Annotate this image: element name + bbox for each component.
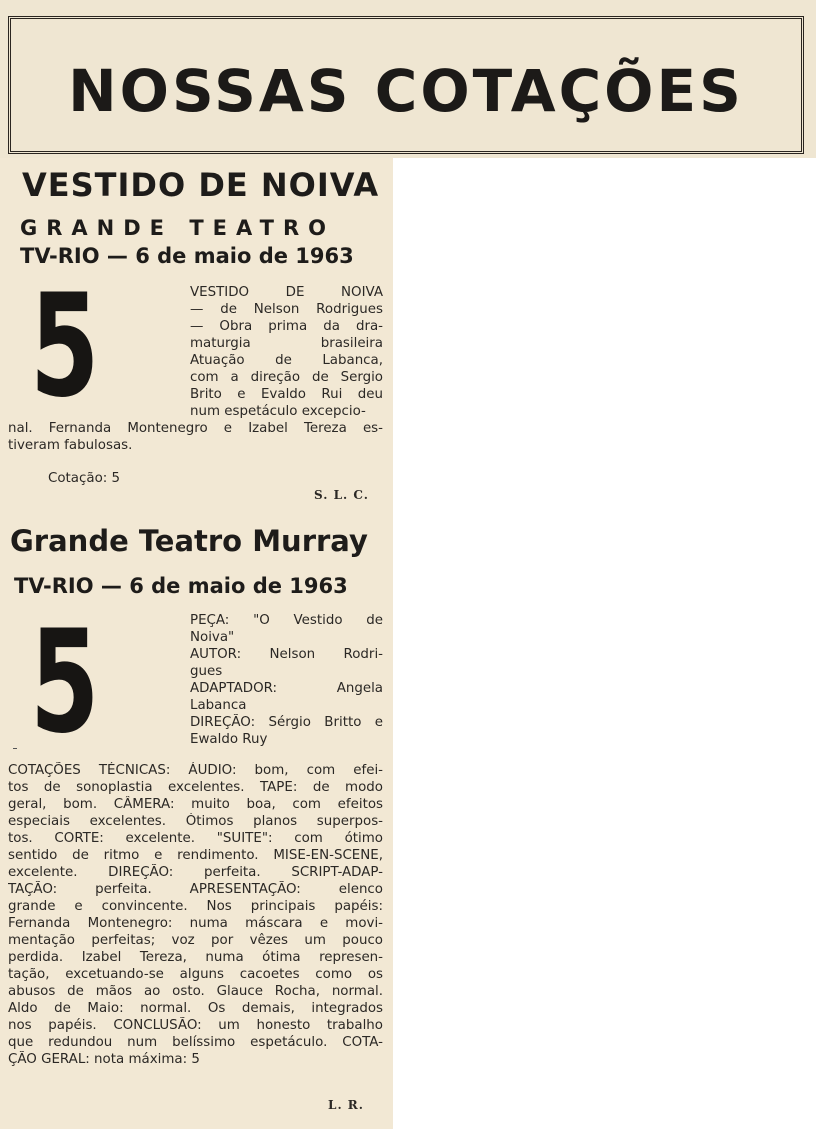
text-line: PEÇA: "O Vestido de xyxy=(190,613,383,628)
review2-title: Grande Teatro Murray xyxy=(10,524,368,558)
text-line: VESTIDO DE NOIVA xyxy=(190,285,383,300)
text-line: maturgia brasileira xyxy=(190,336,383,351)
review2-full-text xyxy=(8,762,383,1068)
text-line: Brito e Evaldo Rui deu xyxy=(190,387,383,402)
review2-date-line: TV-RIO — 6 de maio de 1963 xyxy=(14,574,348,598)
text-line: num espetáculo excepcio- xyxy=(190,404,366,419)
text-line: Atuação de Labanca, xyxy=(190,353,383,368)
text-line: mentação perfeitas; voz por vêzes um pouco xyxy=(8,933,383,948)
review1-rating: Cotação: 5 xyxy=(48,471,121,486)
text-line: com a direção de Sergio xyxy=(190,370,383,385)
article-column xyxy=(0,158,393,1129)
review1-side-text xyxy=(190,284,383,420)
text-line: ADAPTADOR: Angela xyxy=(190,681,383,696)
text-line: Aldo de Maio: normal. Os demais, integrados xyxy=(8,1001,383,1016)
text-line: Fernanda Montenegro: numa máscara e movi- xyxy=(8,916,383,931)
text-line: — de Nelson Rodrigues xyxy=(190,302,383,317)
text-line: grande e convincente. Nos principais papéis: xyxy=(8,899,383,914)
text-line: especiais excelentes. Ótimos planos superpos- xyxy=(8,814,383,829)
text-line: nos papéis. CONCLUSÃO: um honesto trabalho xyxy=(8,1018,383,1033)
text-line: Labanca xyxy=(190,698,247,713)
text-line: COTAÇÕES TÉCNICAS: ÁUDIO: bom, com efei- xyxy=(8,763,383,778)
header-frame xyxy=(8,16,804,154)
review1-signature: S. L. C. xyxy=(314,488,369,502)
text-line: perdida. Izabel Tereza, numa ótima represen- xyxy=(8,950,383,965)
margin-mark xyxy=(13,748,17,749)
text-line: AUTOR: Nelson Rodri- xyxy=(190,647,383,662)
review1-program: GRANDE TEATRO xyxy=(20,216,335,240)
text-line: Noiva" xyxy=(190,630,235,645)
text-line: ÇÃO GERAL: nota máxima: 5 xyxy=(8,1052,200,1067)
text-line: que redundou num belíssimo espetáculo. COTA- xyxy=(8,1035,383,1050)
text-line: TAÇÃO: perfeita. APRESENTAÇÃO: elenco xyxy=(8,882,383,897)
text-line: — Obra prima da dra- xyxy=(190,319,383,334)
text-line: geral, bom. CÂMERA: muito boa, com efeitos xyxy=(8,797,383,812)
text-line: gues xyxy=(190,664,223,679)
review2-side-text xyxy=(190,612,383,748)
review1-title: VESTIDO DE NOIVA xyxy=(22,166,380,204)
text-line: sentido de ritmo e rendimento. MISE-EN-SCENE, xyxy=(8,848,383,863)
text-line: nal. Fernanda Montenegro e Izabel Tereza es- xyxy=(8,421,383,436)
text-line: abusos de mãos ao osto. Glauce Rocha, normal. xyxy=(8,984,383,999)
text-line: excelente. DIREÇÃO: perfeita. SCRIPT-ADAP- xyxy=(8,865,383,880)
review2-score: 5 xyxy=(30,600,100,765)
text-line: tiveram fabulosas. xyxy=(8,438,133,453)
text-line: tos. CORTE: excelente. "SUITE": com ótimo xyxy=(8,831,383,846)
text-line: tos de sonoplastia excelentes. TAPE: de modo xyxy=(8,780,383,795)
review1-score: 5 xyxy=(30,264,100,429)
review1-full-text xyxy=(8,420,383,454)
text-line: DIREÇÃO: Sérgio Britto e xyxy=(190,715,383,730)
review2-signature: L. R. xyxy=(328,1098,364,1112)
text-line: Ewaldo Ruy xyxy=(190,732,268,747)
header-strip xyxy=(0,0,816,158)
text-line: tação, excetuando-se alguns cacoetes como os xyxy=(8,967,383,982)
review1-date-line: TV-RIO — 6 de maio de 1963 xyxy=(20,244,354,268)
header-title: NOSSAS COTAÇÕES xyxy=(68,57,744,125)
